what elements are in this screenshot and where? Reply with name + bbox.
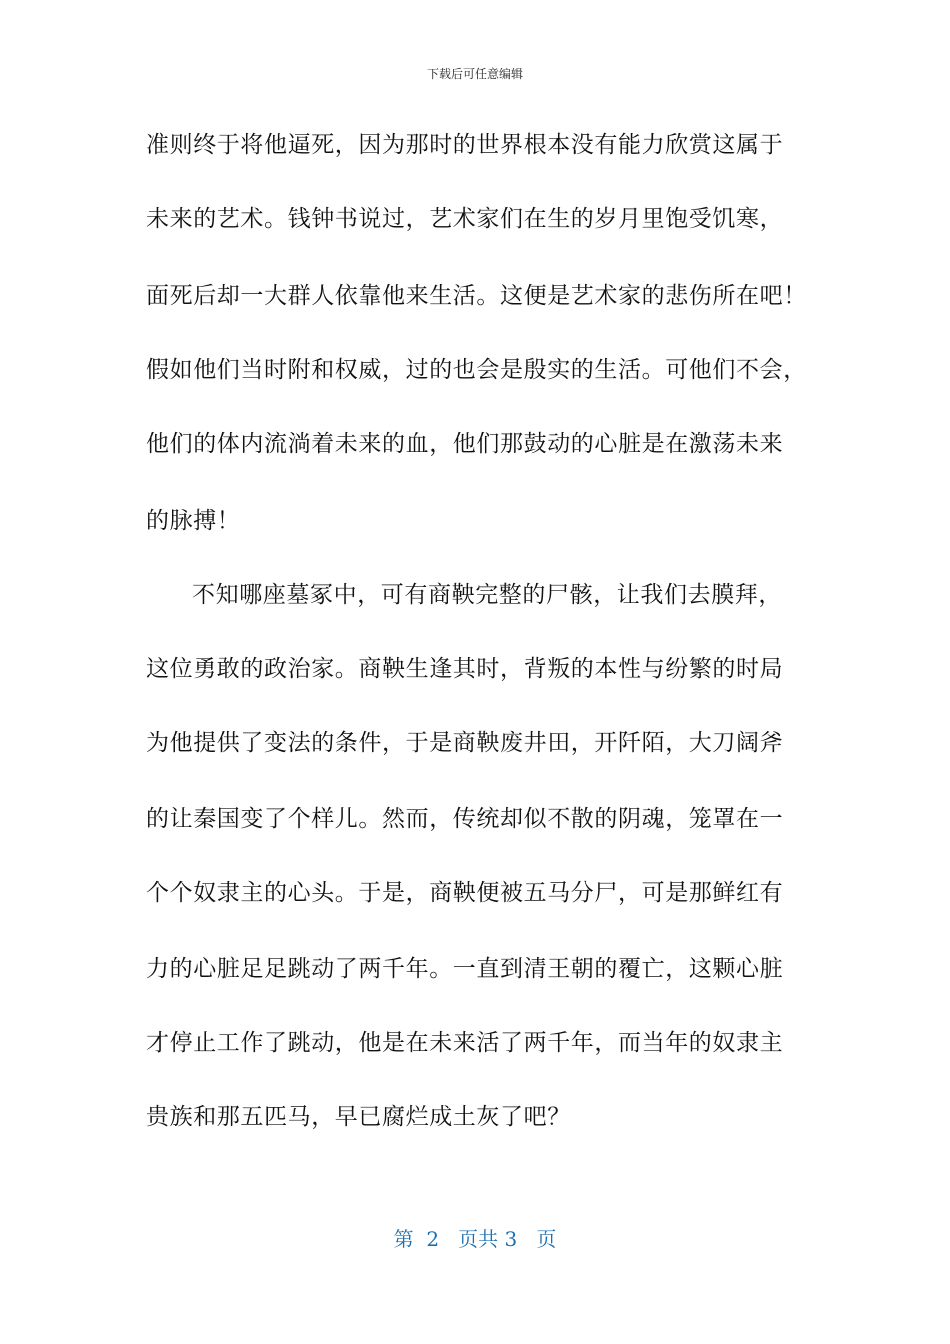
text-line: 假如他们当时附和权威，过的也会是殷实的生活。可他们不会， — [146, 357, 807, 383]
text-line: 的让秦国变了个样儿。然而，传统却似不散的阴魂，笼罩在一 — [146, 806, 784, 832]
text-line: 的脉搏！ — [146, 508, 241, 534]
text-line: 为他提供了变法的条件，于是商鞅废井田，开阡陌，大刀阔斧 — [146, 730, 784, 756]
page-header: 下载后可任意编辑 — [426, 67, 523, 81]
text-line: 未来的艺术。钱钟书说过，艺术家们在生的岁月里饱受饥寒， — [146, 206, 784, 232]
text-line: 他们的体内流淌着未来的血，他们那鼓动的心脏是在激荡未来 — [146, 431, 784, 457]
text-line: 才停止工作了跳动，他是在未来活了两千年，而当年的奴隶主 — [146, 1030, 784, 1056]
text-line: 这位勇敢的政治家。商鞅生逢其时，背叛的本性与纷繁的时局 — [146, 656, 784, 682]
page-number-footer: 第 2 页共 3 页 — [393, 1227, 557, 1251]
text-line: 贵族和那五匹马，早已腐烂成土灰了吧？ — [146, 1104, 571, 1130]
text-line: 个个奴隶主的心头。于是，商鞅便被五马分尸，可是那鲜红有 — [146, 880, 784, 906]
text-line: 面死后却一大群人依靠他来生活。这便是艺术家的悲伤所在吧！ — [146, 283, 807, 309]
text-line: 力的心脏足足跳动了两千年。一直到清王朝的覆亡，这颗心脏 — [146, 956, 784, 982]
paragraph-first-line: 不知哪座墓冢中，可有商鞅完整的尸骸，让我们去膜拜， — [192, 582, 782, 608]
text-line: 准则终于将他逼死，因为那时的世界根本没有能力欣赏这属于 — [146, 132, 784, 158]
